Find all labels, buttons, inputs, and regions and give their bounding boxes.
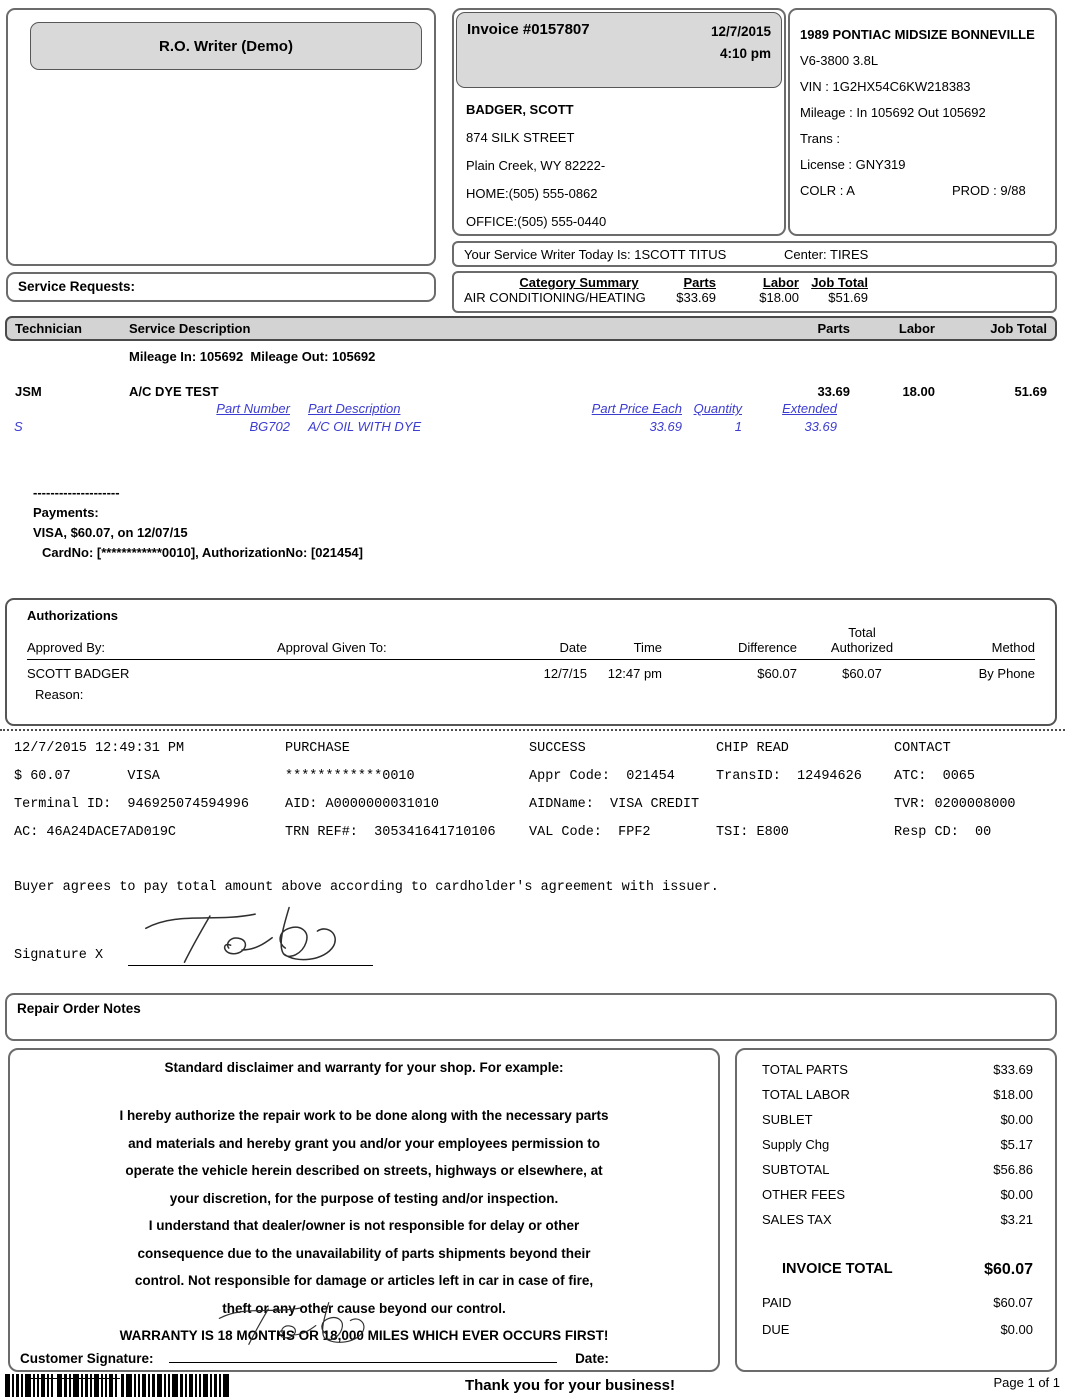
- subtotal-value: $56.86: [993, 1162, 1033, 1177]
- receipt-contact: CONTACT: [894, 741, 951, 756]
- payments-divider: --------------------: [33, 485, 120, 500]
- disclaimer-line: control. Not responsible for damage or articles left in car in case of fire,: [134, 1273, 594, 1288]
- invoice-total-row: [782, 1261, 1033, 1279]
- barcode: [5, 1374, 233, 1397]
- job-header-description: Service Description: [129, 321, 251, 336]
- customer-office-phone: OFFICE:(505) 555-0440: [466, 214, 607, 229]
- total-labor-label: TOTAL LABOR: [762, 1087, 850, 1102]
- job-row: [15, 384, 1047, 399]
- other-fees-value: $0.00: [1000, 1187, 1033, 1202]
- due-value: $0.00: [1000, 1322, 1033, 1337]
- vehicle-prod-date: PROD : 9/88: [952, 183, 1026, 198]
- job-header-labor: Labor: [898, 321, 935, 336]
- vehicle-trans: Trans :: [800, 131, 840, 146]
- category-parts: $33.69: [676, 290, 716, 305]
- receipt-terminal-id: Terminal ID: 946925074594996: [14, 797, 249, 812]
- job-job-total: 51.69: [1014, 384, 1047, 399]
- category-summary-header-job-total: Job Total: [811, 275, 868, 290]
- auth-time: 12:47 pm: [607, 666, 662, 681]
- vehicle-engine: V6-3800 3.8L: [800, 53, 879, 68]
- customer-signature-label: Customer Signature:: [20, 1351, 154, 1366]
- buyer-signature-scribble: [138, 900, 378, 966]
- sublet-value: $0.00: [1000, 1112, 1033, 1127]
- totals-panel: [735, 1048, 1057, 1372]
- part-header-row: [14, 401, 854, 416]
- repair-order-notes-label: Repair Order Notes: [17, 1001, 141, 1016]
- vehicle-vin: VIN : 1G2HX54C6KW218383: [800, 79, 971, 94]
- auth-header-given-to: Approval Given To:: [277, 640, 387, 655]
- paid-value: $60.07: [993, 1295, 1033, 1310]
- receipt-trn-ref: TRN REF#: 305341641710106: [285, 825, 496, 840]
- total-labor-value: $18.00: [993, 1087, 1033, 1102]
- authorizations-panel: [5, 598, 1057, 726]
- receipt-aid: AID: A0000000031010: [285, 797, 439, 812]
- category-summary-row: [454, 290, 1055, 305]
- receipt-appr-code: Appr Code: 021454: [529, 769, 675, 784]
- category-job-total: $51.69: [828, 290, 868, 305]
- page-number: Page 1 of 1: [993, 1375, 1060, 1390]
- receipt-tsi: TSI: E800: [716, 825, 789, 840]
- disclaimer-title: Standard disclaimer and warranty for your shop. For example:: [164, 1060, 564, 1075]
- invoice-customer-panel: [452, 8, 786, 236]
- auth-header-total-authorized: [797, 625, 927, 655]
- total-row: [762, 1112, 1033, 1127]
- due-label: DUE: [762, 1322, 790, 1337]
- disclaimer-line: theft or any other cause beyond our control.: [222, 1300, 506, 1316]
- authorizations-row: [27, 666, 1035, 681]
- customer-signature-line: [169, 1350, 557, 1363]
- invoice-total-value: $60.07: [984, 1261, 1033, 1278]
- authorizations-header: [27, 625, 1035, 660]
- part-header-number: Part Number: [216, 401, 290, 416]
- auth-reason-label: Reason:: [35, 687, 84, 702]
- due-row: [762, 1322, 1033, 1337]
- category-name: AIR CONDITIONING/HEATING: [464, 290, 646, 305]
- supply-chg-label: Supply Chg: [762, 1137, 830, 1152]
- part-quantity: 1: [734, 419, 742, 434]
- part-header-price-each: Part Price Each: [591, 401, 682, 416]
- card-receipt: [14, 740, 1058, 841]
- job-header-technician: Technician: [15, 321, 82, 336]
- payments-title: Payments:: [33, 505, 99, 520]
- receipt-amount-card: $ 60.07 VISA: [14, 769, 160, 784]
- invoice-datetime: [711, 21, 771, 65]
- category-summary-header-category: Category Summary: [519, 275, 639, 290]
- date-label: Date:: [575, 1351, 609, 1366]
- receipt-status: SUCCESS: [529, 741, 586, 756]
- auth-header-total-line1: Total: [848, 625, 876, 640]
- signature-label: Signature X: [14, 948, 104, 963]
- shop-name: R.O. Writer (Demo): [159, 37, 293, 55]
- subtotal-label: SUBTOTAL: [762, 1162, 830, 1177]
- shop-name-banner: [30, 22, 422, 70]
- invoice-date: 12/7/2015: [710, 24, 771, 39]
- service-requests-panel: [6, 272, 436, 302]
- auth-approved-by: SCOTT BADGER: [27, 666, 130, 681]
- vehicle-title: 1989 PONTIAC MIDSIZE BONNEVILLE: [800, 27, 1035, 42]
- repair-order-notes-panel: [5, 993, 1057, 1041]
- customer-name: BADGER, SCOTT: [466, 102, 574, 117]
- invoice-time: 4:10 pm: [719, 46, 771, 61]
- receipt-resp-cd: Resp CD: 00: [894, 825, 992, 840]
- receipt-ac: AC: 46A24DACE7AD019C: [14, 825, 177, 840]
- dotted-divider: [0, 729, 1065, 731]
- total-row: [762, 1137, 1033, 1152]
- category-summary-header-labor: Labor: [762, 275, 799, 290]
- disclaimer-warranty-line: WARRANTY IS 18 MONTHS OR 18,000 MILES WHICH EVER OCCURS FIRST!: [119, 1328, 609, 1343]
- total-row: [762, 1062, 1033, 1077]
- total-parts-value: $33.69: [993, 1062, 1033, 1077]
- disclaimer-line: your discretion, for the purpose of testing and/or inspection.: [169, 1190, 559, 1206]
- job-header-job-total: Job Total: [990, 321, 1047, 336]
- job-technician: JSM: [15, 384, 42, 399]
- receipt-trans-id: TransID: 12494626: [716, 769, 862, 784]
- auth-header-approved-by: Approved By:: [27, 640, 106, 655]
- service-center: Center: TIRES: [784, 247, 869, 262]
- customer-home-phone: HOME:(505) 555-0862: [466, 186, 598, 201]
- service-requests-label: Service Requests:: [18, 279, 136, 294]
- total-row: [762, 1187, 1033, 1202]
- auth-method: By Phone: [978, 666, 1035, 681]
- paid-row: [762, 1295, 1033, 1310]
- receipt-card-number: ************0010: [285, 769, 415, 784]
- authorizations-title: Authorizations: [27, 608, 118, 623]
- category-summary-header-parts: Parts: [683, 275, 716, 290]
- service-writer-bar: [452, 241, 1057, 267]
- disclaimer-line: operate the vehicle herein described on streets, highways or elsewhere, at: [125, 1163, 603, 1178]
- part-header-quantity: Quantity: [693, 401, 742, 416]
- vehicle-mileage: Mileage : In 105692 Out 105692: [800, 105, 986, 120]
- receipt-type: PURCHASE: [285, 741, 350, 756]
- auth-given-to: [277, 666, 507, 681]
- job-header-parts: Parts: [817, 321, 850, 336]
- vehicle-license: License : GNY319: [800, 157, 906, 172]
- receipt-entry-mode: CHIP READ: [716, 741, 789, 756]
- supply-chg-value: $5.17: [1000, 1137, 1033, 1152]
- auth-date: 12/7/15: [543, 666, 587, 681]
- disclaimer-panel: [8, 1048, 720, 1372]
- other-fees-label: OTHER FEES: [762, 1187, 846, 1202]
- category-summary-panel: [452, 271, 1057, 313]
- receipt-tvr: TVR: 0200008000: [894, 797, 1016, 812]
- total-parts-label: TOTAL PARTS: [762, 1062, 848, 1077]
- auth-header-difference: Difference: [737, 640, 797, 655]
- job-labor: 18.00: [902, 384, 935, 399]
- customer-info: [466, 96, 606, 236]
- payments-block: [33, 483, 363, 563]
- mileage-line: Mileage In: 105692 Mileage Out: 105692: [129, 349, 376, 364]
- receipt-empty-cell: [716, 796, 894, 813]
- shop-panel: [6, 8, 436, 266]
- auth-header-time: Time: [633, 640, 662, 655]
- part-header-spacer: [14, 401, 128, 416]
- paid-label: PAID: [762, 1295, 792, 1310]
- auth-total-authorized: $60.07: [842, 666, 882, 681]
- auth-header-total-line2: Authorized: [830, 640, 894, 655]
- auth-header-method: Method: [991, 640, 1035, 655]
- thank-you-message: Thank you for your business!: [464, 1377, 676, 1394]
- sublet-label: SUBLET: [762, 1112, 813, 1127]
- customer-signature-scribble: [215, 1294, 395, 1350]
- total-row: [762, 1162, 1033, 1177]
- part-header-extended: Extended: [782, 401, 837, 416]
- receipt-atc: ATC: 0065: [894, 769, 976, 784]
- total-row: [762, 1087, 1033, 1102]
- invoice-header: [456, 12, 782, 88]
- disclaimer-line: and materials and hereby grant you and/or your employees permission to: [128, 1135, 600, 1151]
- job-description: A/C DYE TEST: [129, 384, 219, 399]
- job-table-header: [5, 316, 1057, 341]
- service-writer: Your Service Writer Today Is: 1SCOTT TITUS: [464, 247, 727, 262]
- invoice-number: Invoice #0157807: [467, 21, 590, 38]
- disclaimer-line: consequence due to the unavailability of parts shipments beyond their: [137, 1245, 591, 1261]
- receipt-val-code: VAL Code: FPF2: [529, 825, 651, 840]
- payments-line1: VISA, $60.07, on 12/07/15: [33, 525, 188, 540]
- part-extended: 33.69: [804, 419, 837, 434]
- vehicle-panel: [788, 8, 1057, 236]
- disclaimer-line: I understand that dealer/owner is not responsible for delay or other: [148, 1218, 580, 1233]
- total-row: [762, 1212, 1033, 1227]
- payments-line2: CardNo: [************0010], AuthorizationNo: [021454]: [42, 545, 363, 560]
- vehicle-color: COLR : A: [800, 183, 855, 198]
- part-description: A/C OIL WITH DYE: [308, 419, 422, 434]
- category-labor: $18.00: [759, 290, 799, 305]
- auth-difference: $60.07: [757, 666, 797, 681]
- customer-city: Plain Creek, WY 82222-: [466, 158, 606, 173]
- cardholder-agreement: Buyer agrees to pay total amount above according to cardholder's agreement with issuer.: [14, 880, 719, 895]
- disclaimer-line: I hereby authorize the repair work to be done along with the necessary parts: [119, 1108, 609, 1123]
- sales-tax-label: SALES TAX: [762, 1212, 832, 1227]
- invoice-total-label: INVOICE TOTAL: [782, 1261, 893, 1277]
- receipt-datetime: 12/7/2015 12:49:31 PM: [14, 741, 185, 756]
- vehicle-info: [800, 22, 1048, 204]
- receipt-aid-name: AIDName: VISA CREDIT: [529, 797, 700, 812]
- sales-tax-value: $3.21: [1000, 1212, 1033, 1227]
- auth-header-date: Date: [559, 640, 587, 655]
- part-price-each: 33.69: [649, 419, 682, 434]
- part-row: [14, 419, 854, 434]
- customer-street: 874 SILK STREET: [466, 130, 575, 145]
- part-header-description: Part Description: [308, 401, 401, 416]
- category-summary-header: [454, 275, 1055, 290]
- part-number: BG702: [249, 419, 290, 434]
- job-parts: 33.69: [817, 384, 850, 399]
- part-flag: S: [14, 419, 23, 434]
